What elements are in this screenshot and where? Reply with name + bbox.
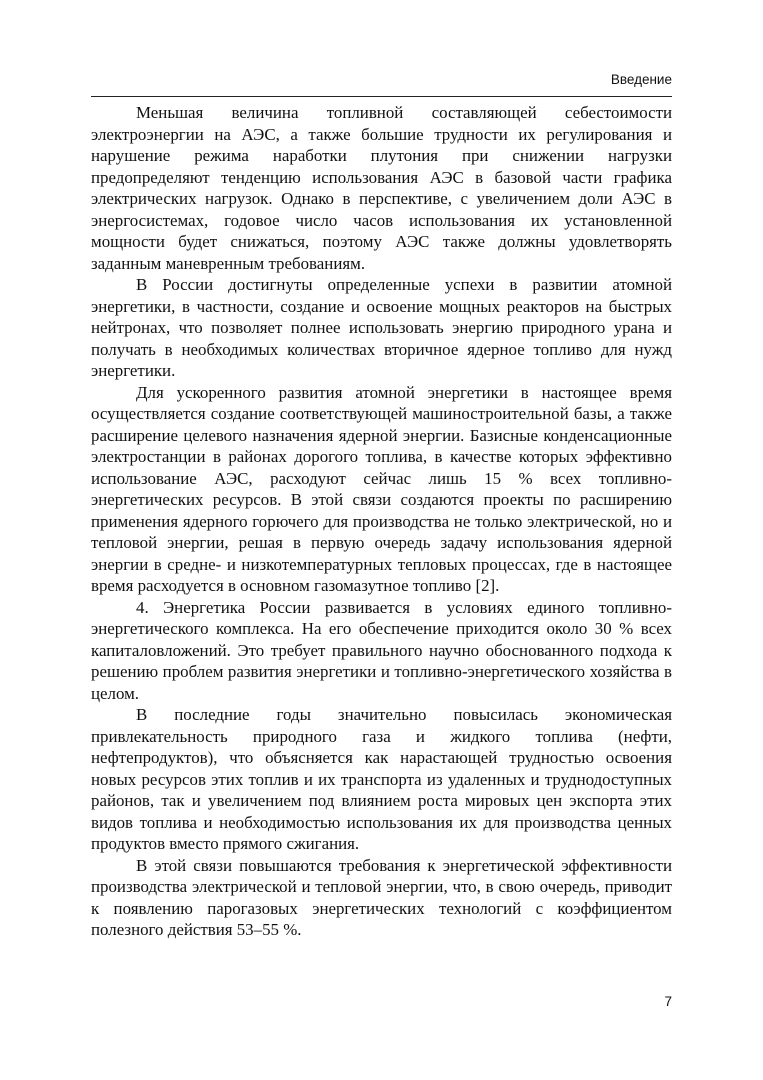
paragraph-nuclear-development: Для ускоренного развития атомной энергетики в настоящее время осуществляется создание соответствующей машиностроительной базы, а также расширение целевого назначения ядерной энергии. Базисные конденсационные электростанции в районах дорогого топлива, в качестве которых эффективно использование АЭС, расходуют сейчас лишь 15 % всех топливно-энергетических ресурсов. В этой связи создаются проекты по расширению применения ядерного горючего для производства не только электрической, но и тепловой энергии, решая в первую очередь задачу использования ядерной энергии в средне- и низкотемпературных тепловых процессах, где в настоящее время расходуется в основном газомазутное топливо [2].	[91, 382, 672, 595]
paragraph-russia-fast-reactors: В России достигнуты определенные успехи в развитии атомной энергетики, в частности, создание и освоение мощных реакторов на быстрых нейтронах, что позволяет полнее использовать энергию природного урана и получать в необходимых количествах вторичное ядерное топливо для нужд энергетики.	[91, 275, 672, 380]
body-text	[91, 102, 672, 941]
running-header-title: Введение	[610, 72, 672, 87]
paragraph-npp-fuel-cost: Меньшая величина топливной составляющей себестоимости электроэнергии на АЭС, а также большие трудности их регулирования и нарушение режима наработки плутония при снижении нагрузки предопределяют тенденцию использования АЭС в базовой части графика электрических нагрузок. Однако в перспективе, с увеличением доли АЭС в энергосистемах, годовое число часов использования их установленной мощности будет снижаться, поэтому АЭС также должны удовлетворять заданным маневренным требованиям.	[91, 103, 672, 273]
header-rule	[91, 96, 672, 97]
paragraph-combined-cycle: В этой связи повышаются требования к энергетической эффективности производства электрической и тепловой энергии, что, в свою очередь, приводит к появлению парогазовых энергетических технологий с коэффициентом полезного действия 53–55 %.	[91, 855, 672, 939]
paragraph-gas-liquid-fuel: В последние годы значительно повысилась экономическая привлекательность природного газа и жидкого топлива (нефти, нефтепродуктов), что объясняется как нарастающей трудностью освоения новых ресурсов этих топлив и их транспорта из удаленных и труднодоступных районов, так и увеличением под влиянием роста мировых цен экспорта этих видов топлива и необходимостью использования их для производства ценных продуктов вместо прямого сжигания.	[91, 705, 672, 853]
paragraph-fuel-energy-complex: 4. Энергетика России развивается в условиях единого топливно-энергетического комплекса. На его обеспечение приходится около 30 % всех капиталовложений. Это требует правильного научно обоснованного подхода к решению проблем развития энергетики и топливно-энергетического хозяйства в целом.	[91, 597, 672, 703]
page-number: 7	[664, 994, 672, 1009]
